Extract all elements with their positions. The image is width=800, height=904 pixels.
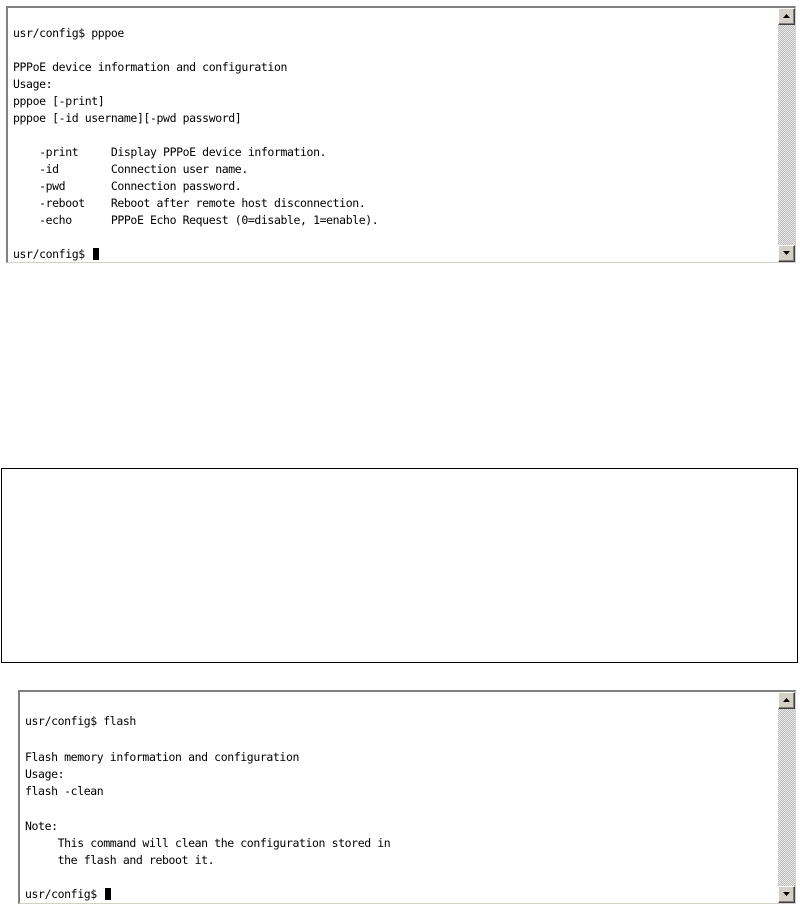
prompt-line bbox=[25, 887, 111, 902]
triangle-up-icon bbox=[783, 698, 790, 703]
terminal-line: This command will clean the configuration stored in bbox=[25, 836, 391, 850]
scroll-down-button[interactable] bbox=[778, 886, 795, 903]
terminal-line: flash -clean bbox=[25, 784, 104, 798]
terminal-line: -pwd Connection password. bbox=[13, 179, 242, 193]
terminal-line: usr/config$ pppoe bbox=[13, 26, 124, 40]
prompt-text: usr/config$ bbox=[13, 247, 85, 261]
terminal-output[interactable] bbox=[13, 8, 775, 262]
prompt-text: usr/config$ bbox=[25, 887, 97, 901]
terminal-line: Usage: bbox=[25, 767, 65, 781]
scroll-down-button[interactable] bbox=[778, 245, 795, 262]
terminal-line: -echo PPPoE Echo Request (0=disable, 1=enable). bbox=[13, 213, 379, 227]
triangle-down-icon bbox=[783, 892, 790, 897]
terminal-line: Note: bbox=[25, 819, 58, 833]
terminal-line: Usage: bbox=[13, 77, 53, 91]
vertical-scrollbar[interactable] bbox=[778, 8, 795, 262]
terminal-line: Flash memory information and configuration bbox=[25, 750, 299, 764]
prompt-line bbox=[13, 247, 99, 262]
text-cursor bbox=[105, 888, 111, 900]
text-cursor bbox=[93, 248, 99, 260]
terminal-line: usr/config$ flash bbox=[25, 714, 136, 728]
terminal-window-pppoe[interactable] bbox=[6, 6, 796, 263]
terminal-window-flash[interactable] bbox=[18, 690, 796, 904]
vertical-scrollbar[interactable] bbox=[778, 692, 795, 903]
terminal-line: -id Connection user name. bbox=[13, 162, 248, 176]
terminal-output[interactable] bbox=[25, 692, 775, 903]
triangle-down-icon bbox=[783, 251, 790, 256]
empty-content-box bbox=[1, 468, 798, 663]
terminal-line: PPPoE device information and configuration bbox=[13, 60, 287, 74]
scroll-up-button[interactable] bbox=[778, 8, 795, 25]
terminal-line: -print Display PPPoE device information. bbox=[13, 145, 327, 159]
terminal-line: -reboot Reboot after remote host disconnection. bbox=[13, 196, 366, 210]
triangle-up-icon bbox=[783, 14, 790, 19]
terminal-line: the flash and reboot it. bbox=[25, 853, 215, 867]
terminal-line: pppoe [-print] bbox=[13, 94, 105, 108]
scroll-up-button[interactable] bbox=[778, 692, 795, 709]
terminal-line: pppoe [-id username][-pwd password] bbox=[13, 111, 242, 125]
